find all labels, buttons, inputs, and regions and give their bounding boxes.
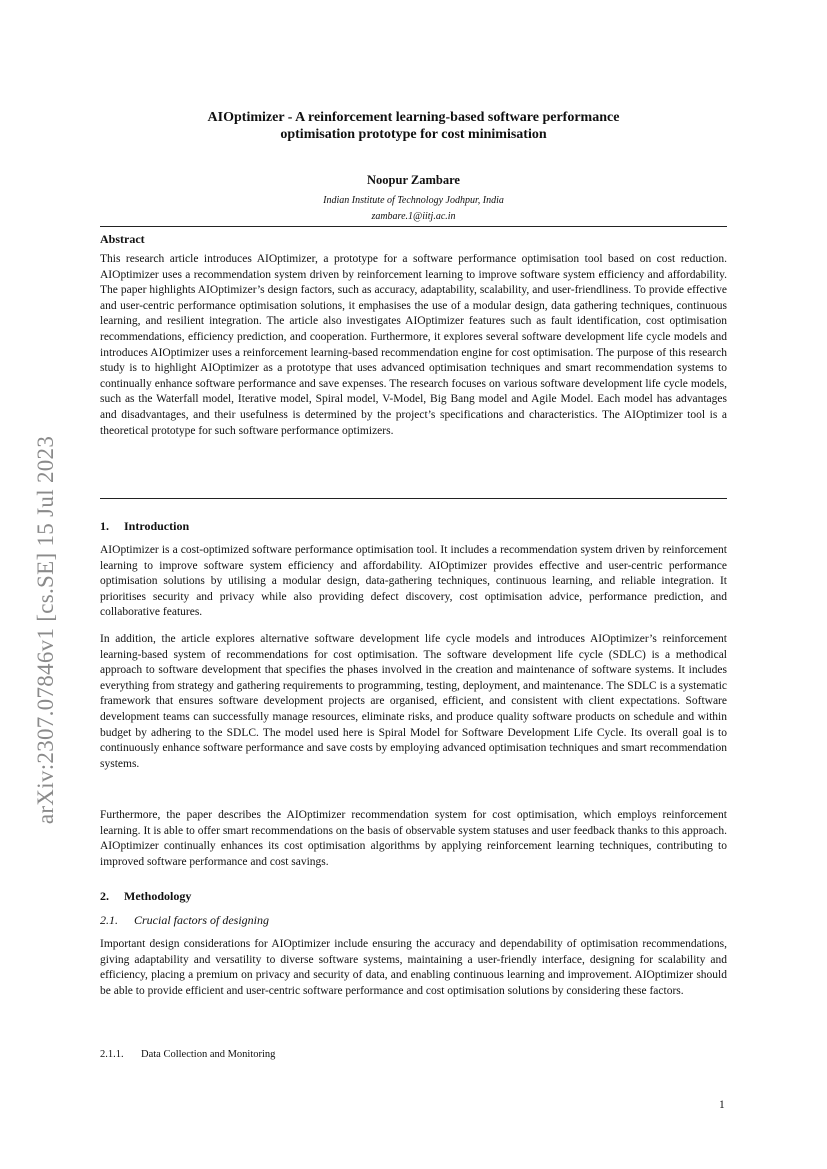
abstract-bottom-rule [100,498,727,499]
section-number: 2. [100,889,109,903]
subsubsection-title: Data Collection and Monitoring [141,1049,276,1060]
author-name: Noopur Zambare [367,173,460,187]
subsubsection-number: 2.1.1. [100,1049,124,1060]
author-affiliation-block [100,193,727,225]
subsection-heading-crucial-factors [100,913,269,928]
arxiv-sidebar [28,380,64,880]
section-heading-introduction [100,519,189,534]
title-line-1: AIOptimizer - A reinforcement learning-based software performance [207,110,620,125]
paper-title [100,109,727,143]
title-line-2: optimisation prototype for cost minimisation [280,127,547,142]
page-number: 1 [719,1099,725,1111]
subsection-title: Crucial factors of designing [134,913,269,927]
intro-paragraph-3: Furthermore, the paper describes the AIOptimizer recommendation system for cost optimisation, which employs reinforcement learning. It is able to offer smart recommendations on the basis of observable system statuses and user feedback thanks to this approach. AIOptimizer continually enhances its cost optimisation algorithms by applying reinforcement learning techniques, contributing to improved software performance and cost savings. [100,809,727,868]
abstract-heading: Abstract [100,232,145,246]
arxiv-identifier: arXiv:2307.07846v1 [cs.SE] 15 Jul 2023 [33,435,58,825]
subsection-number: 2.1. [100,913,118,927]
section-number: 1. [100,519,109,533]
intro-paragraph-2: In addition, the article explores alternative software development life cycle models and introduces AIOptimizer’s reinforcement learning-based system of recommendations for cost optimisation. The software development life cycle (SDLC) is a methodical approach to software development that specifies the phases involved in the creation and maintenance of software systems. It includes everything from strategy and gathering requirements to programming, testing, deployment, and maintenance. The SDLC is a systematic framework that ensures software development projects are organised, efficient, and consistent with client expectations. Software development teams can successfully manage resources, eliminate risks, and produce quality software products on schedule and within budget by adhering to the SDLC. The model used here is Spiral Model for Software Development Life Cycle. Its overall goal is to continuously enhance software performance and save costs by employing advanced optimisation techniques and smart recommendation systems. [100,633,727,770]
abstract-text: This research article introduces AIOptimizer, a prototype for a software performance optimisation tool based on cost reduction. AIOptimizer uses a recommendation system driven by reinforcement learning to improve software system efficiency and affordability. The paper highlights AIOptimizer’s design factors, such as accuracy, adaptability, scalability, and user-friendliness. To provide effective and user-centric performance optimisation solutions, it emphasises the use of a modular design, data gathering techniques, continuous learning, and resilient integration. The article also investigates AIOptimizer features such as fault identification, cost optimisation recommendations, efficiency prediction, and cooperation. Furthermore, it explores several software development life cycle models and introduces AIOptimizer uses a reinforcement learning-based recommendation engine for cost optimisation. The purpose of this research study is to highlight AIOptimizer as a prototype that uses advanced optimisation techniques and smart recommendation systems to continually enhance software performance and save expenses. The research focuses on various software development life cycle models, such as the Waterfall model, Iterative model, Spiral model, V-Model, Big Bang model and Agile Model. Each model has advantages and disadvantages, and their usefulness is determined by the project’s specifications and characteristics. The AIOptimizer tool is a theoretical prototype for such software performance optimizers. [100,253,727,437]
methodology-paragraph-1: Important design considerations for AIOptimizer include ensuring the accuracy and dependability of optimisation recommendations, giving adaptability and versatility to diverse software systems, maintaining a user-friendly interface, designing for scalability and efficiency, placing a premium on privacy and security of data, and enabling continuous learning and improvement. AIOptimizer should be able to provide efficient and user-centric software performance and cost optimisation solutions by considering these factors. [100,938,727,997]
intro-paragraph-1: AIOptimizer is a cost-optimized software performance optimisation tool. It includes a recommendation system driven by reinforcement learning to improve software system efficiency and affordability. AIOptimizer provides effective and user-centric performance optimisation solutions by utilising a modular design, data-gathering techniques, continuous learning, and reliable integration. It prioritises security and privacy while also providing defect discovery, cost optimisation advice, performance prediction, and collaborative features. [100,544,727,619]
subsubsection-heading-data-collection [100,1049,275,1060]
author-email: zambare.1@iitj.ac.in [371,211,456,222]
section-title: Methodology [124,889,192,903]
section-title: Introduction [124,519,190,533]
abstract-top-rule [100,226,727,227]
affiliation: Indian Institute of Technology Jodhpur, India [323,195,504,206]
section-heading-methodology [100,889,191,904]
